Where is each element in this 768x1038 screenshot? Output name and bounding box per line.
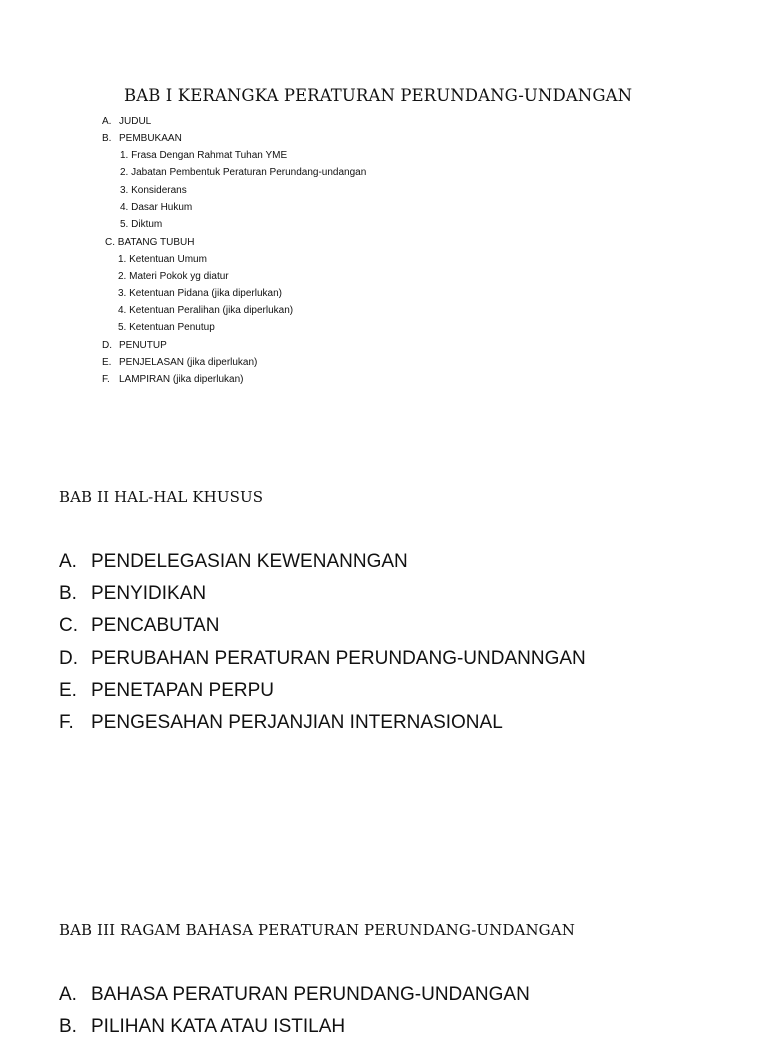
item-marker: 1. <box>118 254 127 265</box>
item-marker: 4. <box>120 202 129 213</box>
bab1-item-b <box>102 133 182 145</box>
item-marker: D. <box>59 648 78 669</box>
item-text: Ketentuan Peralihan (jika diperlukan) <box>129 305 294 316</box>
item-marker: D. <box>102 340 112 351</box>
item-text: PENJELASAN (jika diperlukan) <box>119 357 258 368</box>
item-marker: C. <box>105 237 115 248</box>
item-marker: C. <box>59 615 78 636</box>
bab2-item <box>59 712 503 734</box>
item-text: PENDELEGASIAN KEWENANNGAN <box>91 551 408 572</box>
item-text: BAHASA PERATURAN PERUNDANG-UNDANGAN <box>91 984 530 1005</box>
bab3-title: BAB III RAGAM BAHASA PERATURAN PERUNDANG-UNDANGAN <box>59 921 575 939</box>
item-text: Konsiderans <box>131 185 187 196</box>
bab3-item <box>59 1016 345 1038</box>
item-text: PEMBUKAAN <box>119 133 182 144</box>
bab1-subitem <box>118 288 282 300</box>
item-marker: 3. <box>118 288 127 299</box>
bab1-subitem <box>120 185 187 197</box>
bab3-item <box>59 984 530 1006</box>
item-marker: 2. <box>120 167 129 178</box>
bab1-subitem <box>120 167 366 179</box>
item-text: Materi Pokok yg diatur <box>129 271 229 282</box>
item-text: PENCABUTAN <box>91 615 220 636</box>
item-text: PERUBAHAN PERATURAN PERUNDANG-UNDANNGAN <box>91 648 586 669</box>
item-text: JUDUL <box>119 116 152 127</box>
item-marker: F. <box>102 374 110 385</box>
bab2-item <box>59 648 586 670</box>
bab1-item-d <box>102 340 167 352</box>
bab1-subitem <box>120 219 162 231</box>
bab1-subitem <box>118 322 215 334</box>
item-marker: E. <box>102 357 112 368</box>
item-marker: A. <box>102 116 112 127</box>
bab1-subitem <box>120 150 287 162</box>
item-marker: B. <box>59 1016 77 1037</box>
bab1-subitem <box>118 271 229 283</box>
item-text: Diktum <box>131 219 163 230</box>
item-text: PENUTUP <box>119 340 167 351</box>
item-marker: B. <box>102 133 112 144</box>
item-text: LAMPIRAN (jika diperlukan) <box>119 374 244 385</box>
item-marker: 1. <box>120 150 129 161</box>
bab2-title: BAB II HAL-HAL KHUSUS <box>59 488 264 506</box>
bab1-item-c <box>105 237 194 249</box>
item-marker: A. <box>59 551 77 572</box>
item-text: Frasa Dengan Rahmat Tuhan YME <box>131 150 288 161</box>
bab2-item <box>59 680 274 702</box>
item-marker: 2. <box>118 271 127 282</box>
item-marker: 5. <box>118 322 127 333</box>
bab1-item-a <box>102 116 151 128</box>
item-marker: 3. <box>120 185 129 196</box>
item-text: Ketentuan Penutup <box>129 322 215 333</box>
item-text: Dasar Hukum <box>131 202 193 213</box>
item-text: Ketentuan Umum <box>129 254 207 265</box>
item-text: BATANG TUBUH <box>117 237 195 248</box>
bab1-subitem <box>118 254 207 266</box>
bab1-subitem <box>118 305 293 317</box>
bab2-item <box>59 551 408 573</box>
bab1-subitem <box>120 202 192 214</box>
item-text: PILIHAN KATA ATAU ISTILAH <box>91 1016 346 1037</box>
bab1-item-f <box>102 374 244 386</box>
item-marker: 4. <box>118 305 127 316</box>
bab1-item-e <box>102 357 257 369</box>
item-text: PENGESAHAN PERJANJIAN INTERNASIONAL <box>91 712 503 733</box>
item-text: PENETAPAN PERPU <box>91 680 275 701</box>
item-marker: E. <box>59 680 77 701</box>
item-marker: A. <box>59 984 77 1005</box>
item-marker: F. <box>59 712 74 733</box>
item-marker: B. <box>59 583 77 604</box>
item-text: PENYIDIKAN <box>91 583 207 604</box>
bab2-item <box>59 583 206 605</box>
bab2-item <box>59 615 219 637</box>
item-text: Jabatan Pembentuk Peraturan Perundang-undangan <box>131 167 367 178</box>
bab1-title: BAB I KERANGKA PERATURAN PERUNDANG-UNDANGAN <box>124 86 633 105</box>
item-text: Ketentuan Pidana (jika diperlukan) <box>129 288 283 299</box>
item-marker: 5. <box>120 219 129 230</box>
